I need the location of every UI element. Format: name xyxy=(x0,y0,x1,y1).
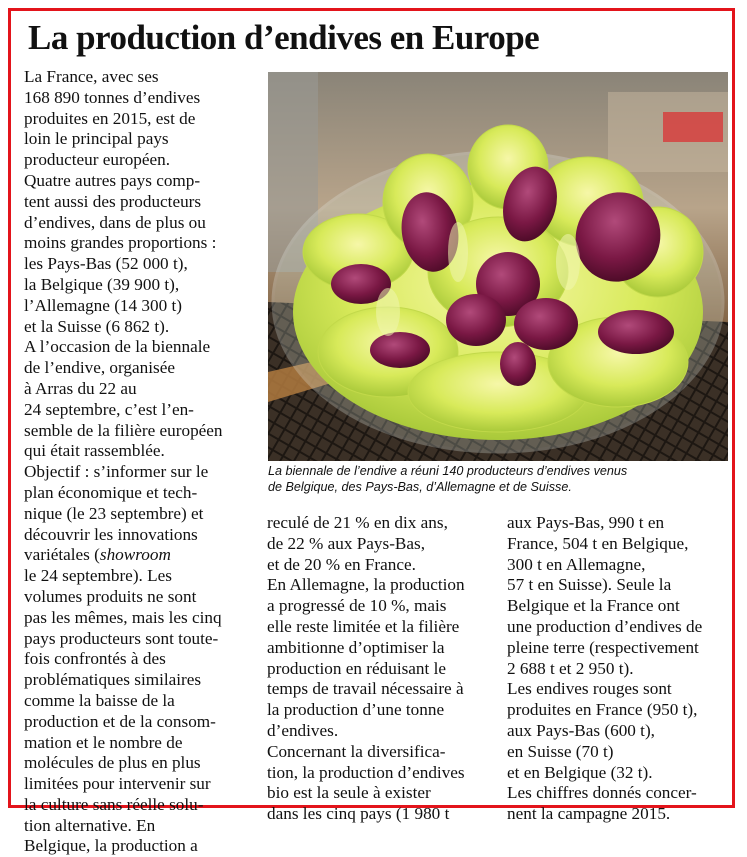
text-line: pas les mêmes, mais les cinq xyxy=(24,607,222,627)
text-line: plan économique et tech- xyxy=(24,482,198,502)
caption-line: La biennale de l’endive a réuni 140 producteurs d’endives venus xyxy=(268,464,628,478)
text-line: en Suisse (70 t) xyxy=(507,741,614,761)
text-line: pleine terre (respectivement xyxy=(507,637,699,657)
text-line: fois confrontés à des xyxy=(24,649,166,669)
article-column-3 xyxy=(507,513,732,825)
text-line: à Arras du 22 au xyxy=(24,378,137,398)
text-line: les Pays-Bas (52 000 t), xyxy=(24,254,188,274)
showroom-word: showroom xyxy=(99,545,171,565)
text-line: Belgique, la production a xyxy=(24,836,198,856)
endive-bowl-photo xyxy=(268,72,728,461)
text-line: 300 t en Allemagne, xyxy=(507,554,646,574)
text-line: 168 890 tonnes d’endives xyxy=(24,87,201,107)
text-line: production et de la consom- xyxy=(24,711,216,731)
text-line: Belgique et la France ont xyxy=(507,596,680,616)
text-line: comme la baisse de la xyxy=(24,690,175,710)
text-line: et la Suisse (6 862 t). xyxy=(24,316,170,336)
text-line: la Belgique (39 900 t), xyxy=(24,274,180,294)
text-line: ambitionne d’optimiser la xyxy=(267,637,445,657)
text-line: En Allemagne, la production xyxy=(267,575,465,595)
article-title: La production d’endives en Europe xyxy=(28,18,540,57)
text-line: volumes produits ne sont xyxy=(24,586,197,606)
text-line: tion alternative. En xyxy=(24,815,156,835)
text-line: loin le principal pays xyxy=(24,129,169,149)
text-line: elle reste limitée et la filière xyxy=(267,616,460,636)
text-line: l’Allemagne (14 300 t) xyxy=(24,295,182,315)
text-fragment: variétales ( xyxy=(24,545,100,565)
text-line: nent la campagne 2015. xyxy=(507,804,671,824)
text-line: aux Pays-Bas (600 t), xyxy=(507,720,655,740)
text-line: tion, la production d’endives xyxy=(267,762,465,782)
text-line: La France, avec ses xyxy=(24,67,159,86)
text-line: 24 septembre, c’est l’en- xyxy=(24,399,194,419)
article-column-1 xyxy=(24,67,266,857)
text-line: d’endives. xyxy=(267,720,339,740)
text-line: Quatre autres pays comp- xyxy=(24,170,201,190)
text-line: production en réduisant le xyxy=(267,658,446,678)
text-line: molécules de plus en plus xyxy=(24,753,201,773)
text-line: Les endives rouges sont xyxy=(507,679,672,699)
text-line: aux Pays-Bas, 990 t en xyxy=(507,513,665,532)
text-line: France, 504 t en Belgique, xyxy=(507,533,689,553)
text-line: et de 20 % en France. xyxy=(267,554,416,574)
text-line: nique (le 23 septembre) et xyxy=(24,503,204,523)
text-line: Les chiffres donnés concer- xyxy=(507,783,697,803)
text-line: le 24 septembre). Les xyxy=(24,566,172,586)
text-line: mation et le nombre de xyxy=(24,732,183,752)
text-line: problématiques similaires xyxy=(24,670,202,690)
text-line: pays producteurs sont toute- xyxy=(24,628,219,648)
text-line: dans les cinq pays (1 980 t xyxy=(267,804,450,824)
text-line: producteur européen. xyxy=(24,150,171,170)
text-line: qui était rassemblée. xyxy=(24,441,165,461)
text-line: de l’endive, organisée xyxy=(24,358,175,378)
text-line: semble de la filière européen xyxy=(24,420,223,440)
text-line: Concernant la diversifica- xyxy=(267,741,446,761)
text-line: 57 t en Suisse). Seule la xyxy=(507,575,672,595)
photo-caption xyxy=(268,463,730,495)
text-line: d’endives, dans de plus ou xyxy=(24,212,206,232)
caption-line: de Belgique, des Pays-Bas, d’Allemagne et de Suisse. xyxy=(268,480,572,494)
text-line: et en Belgique (32 t). xyxy=(507,762,653,782)
text-line: produites en France (950 t), xyxy=(507,700,698,720)
endive-bowl-illustration xyxy=(268,72,728,461)
text-line-showroom xyxy=(24,545,266,566)
article-column-2 xyxy=(267,513,499,825)
text-line: temps de travail nécessaire à xyxy=(267,679,464,699)
text-line: reculé de 21 % en dix ans, xyxy=(267,513,448,532)
text-line: produites en 2015, est de xyxy=(24,108,196,128)
text-line: tent aussi des producteurs xyxy=(24,191,202,211)
text-line: limitées pour intervenir sur xyxy=(24,774,211,794)
text-line: découvrir les innovations xyxy=(24,524,198,544)
text-line: a progressé de 10 %, mais xyxy=(267,596,447,616)
text-line: de 22 % aux Pays-Bas, xyxy=(267,533,426,553)
text-line: A l’occasion de la biennale xyxy=(24,337,211,357)
text-line: la production d’une tonne xyxy=(267,700,445,720)
text-line: moins grandes proportions : xyxy=(24,233,217,253)
text-line: bio est la seule à exister xyxy=(267,783,431,803)
text-line: Objectif : s’informer sur le xyxy=(24,462,209,482)
text-line: 2 688 t et 2 950 t). xyxy=(507,658,634,678)
text-line: la culture sans réelle solu- xyxy=(24,794,204,814)
text-line: une production d’endives de xyxy=(507,616,703,636)
